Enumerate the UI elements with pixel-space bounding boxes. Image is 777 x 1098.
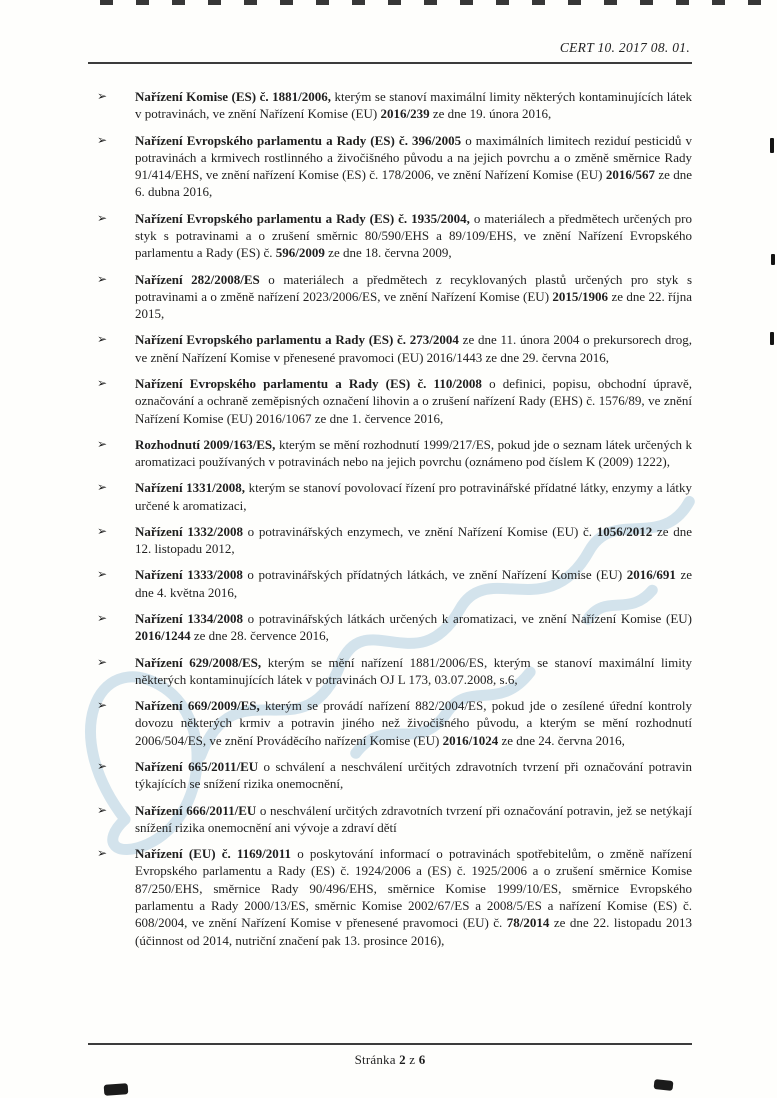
regulation-text: Nařízení Komise (ES) č. 1881/2006, kterým se stanoví maximální limity některých kontaminujících látek v potravinách, ve znění Nařízení Komise (EU) 2016/239 ze dne 19. února 2016, bbox=[135, 89, 692, 122]
bullet-arrow-icon: ➢ bbox=[97, 846, 108, 861]
bullet-arrow-icon: ➢ bbox=[97, 759, 108, 773]
bullet-arrow-icon: ➢ bbox=[97, 375, 108, 390]
page-footer bbox=[88, 1043, 692, 1068]
bullet-arrow-icon: ➢ bbox=[97, 698, 108, 713]
regulation-item bbox=[97, 210, 692, 262]
regulation-text: Nařízení Evropského parlamentu a Rady (ES) č. 1935/2004, o materiálech a předmětech určených pro styk s potravinami a o zrušení směrnic 80/590/EHS a 89/109/EHS, ve znění Nařízení Evropského parlamentu a Rady (ES) č. 596/2009 ze dne 18. června 2009, bbox=[135, 210, 693, 261]
regulation-text: Nařízení 665/2011/EU o schválení a neschválení určitých zdravotních tvrzení při označování potravin týkajících se snížení rizika onemocnění, bbox=[135, 759, 693, 792]
regulation-item bbox=[97, 610, 692, 645]
regulation-text: Nařízení 282/2008/ES o materiálech a předmětech z recyklovaných plastů určených pro styk s potravinami a o změně nařízení 2023/2006/ES, ve znění Nařízení Komise (EU) 2015/1906 ze dne 22. října 2015, bbox=[135, 271, 692, 322]
scan-artifact-bottom-left bbox=[104, 1083, 129, 1096]
regulation-text: Nařízení 1334/2008 o potravinářských látkách určených k aromatizaci, ve znění Nařízení Komise (EU) 2016/1244 ze dne 28. července 2016, bbox=[135, 611, 693, 644]
header-reference: CERT 10. 2017 08. 01. bbox=[559, 40, 690, 55]
regulation-item bbox=[97, 375, 692, 427]
regulation-text: Nařízení 1331/2008, kterým se stanoví povolovací řízení pro potravinářské přídatné látky, enzymy a látky určené k aromatizaci, bbox=[135, 480, 692, 513]
bullet-arrow-icon: ➢ bbox=[97, 480, 108, 495]
bullet-arrow-icon: ➢ bbox=[97, 654, 108, 669]
regulation-text: Nařízení 629/2008/ES, kterým se mění nařízení 1881/2006/ES, kterým se stanoví maximální limity některých kontaminujících látek v potravinách OJ L 173, 03.07.2008, s.6, bbox=[135, 654, 693, 687]
regulation-item bbox=[97, 436, 692, 471]
regulation-text: Nařízení Evropského parlamentu a Rady (ES) č. 110/2008 o definici, popisu, obchodní úpravě, označování a ochraně zeměpisných označení lihovin a o zrušení nařízení Rady (EHS) č. 1576/89, ve znění Nařízení Komise (EU) 2016/1067 ze dne 1. července 2016, bbox=[135, 375, 692, 426]
bullet-arrow-icon: ➢ bbox=[97, 611, 108, 626]
page-number: Stránka 2 z 6 bbox=[354, 1052, 426, 1067]
header-divider bbox=[88, 62, 692, 64]
regulation-item bbox=[97, 523, 692, 558]
scan-artifact-bottom-right bbox=[654, 1079, 674, 1091]
regulation-text: Nařízení (EU) č. 1169/2011 o poskytování informací o potravinách spotřebitelům, o změně nařízení Evropského parlamentu a Rady (ES) č. 1924/2006 a (ES) č. 1925/2006 a o zrušení směrnice Komise 87/250/EHS, směrnice Rady 90/496/EHS, směrnice Komise 1999/10/ES, směrnice Evropského parlamentu a Rady 2000/13/ES, směrnic Komise 2002/67/ES a 2008/5/ES a nařízení Komise (ES) č. 608/2004, ve znění Nařízení Komise v přenesené pravomoci (EU) č. 78/2014 ze dne 22. listopadu 2013 (účinnost od 2014, nutriční značení pak 13. prosince 2016), bbox=[135, 846, 692, 948]
scan-artifact-right-edge bbox=[771, 254, 775, 265]
regulation-item bbox=[97, 331, 692, 366]
regulation-item bbox=[97, 654, 692, 689]
regulation-text: Rozhodnutí 2009/163/ES, kterým se mění rozhodnutí 1999/217/ES, pokud jde o seznam látek určených k aromatizaci používaných v potravinách nebo na jejich povrchu (oznámeno pod číslem K (2009) 1222), bbox=[135, 436, 692, 470]
regulation-text: Nařízení Evropského parlamentu a Rady (ES) č. 273/2004 ze dne 11. února 2004 o prekursorech drog, ve znění Nařízení Komise v přenesené pravomoci (EU) 2016/1443 ze dne 29. června 2016, bbox=[135, 332, 693, 365]
regulation-item bbox=[97, 802, 692, 837]
bullet-arrow-icon: ➢ bbox=[97, 332, 108, 347]
bullet-arrow-icon: ➢ bbox=[97, 210, 108, 225]
bullet-arrow-icon: ➢ bbox=[97, 89, 108, 103]
regulation-item bbox=[97, 88, 692, 123]
bullet-arrow-icon: ➢ bbox=[97, 523, 108, 538]
scan-artifact-right-edge bbox=[770, 332, 774, 345]
page-header bbox=[88, 40, 692, 64]
regulation-text: Nařízení 666/2011/EU o neschválení určitých zdravotních tvrzení při označování potravin, jež se netýkají snížení rizika onemocnění ani vývoje a zdraví dětí bbox=[135, 802, 692, 835]
regulation-item bbox=[97, 697, 692, 749]
regulation-item bbox=[97, 566, 692, 601]
bullet-arrow-icon: ➢ bbox=[97, 567, 108, 582]
regulation-item bbox=[97, 479, 692, 514]
regulation-list bbox=[97, 88, 692, 958]
bullet-arrow-icon: ➢ bbox=[97, 802, 108, 817]
scan-artifact-top-edge bbox=[100, 0, 767, 5]
footer-divider bbox=[88, 1043, 692, 1045]
regulation-item bbox=[97, 132, 692, 201]
bullet-arrow-icon: ➢ bbox=[97, 271, 108, 286]
regulation-text: Nařízení 1333/2008 o potravinářských přídatných látkách, ve znění Nařízení Komise (EU) 2016/691 ze dne 4. května 2016, bbox=[135, 567, 692, 600]
regulation-text: Nařízení Evropského parlamentu a Rady (ES) č. 396/2005 o maximálních limitech reziduí pesticidů v potravinách a krmivech rostlinného a živočišného původu a na jejich povrchu a o změně směrnice Rady 91/414/EHS, ve znění nařízení Komise (ES) č. 178/2006, ve znění Nařízení Komise (EU) 2016/567 ze dne 6. dubna 2016, bbox=[135, 132, 692, 200]
scan-artifact-right-edge bbox=[770, 138, 774, 153]
regulation-item bbox=[97, 845, 692, 949]
regulation-text: Nařízení 1332/2008 o potravinářských enzymech, ve znění Nařízení Komise (EU) č. 1056/2012 ze dne 12. listopadu 2012, bbox=[135, 523, 693, 557]
regulation-item bbox=[97, 758, 692, 793]
regulation-text: Nařízení 669/2009/ES, kterým se provádí nařízení 882/2004/ES, pokud jde o zesílené úřední kontroly dovozu některých krmiv a potravin jiného než živočišného původu, a kterým se mění rozhodnutí 2006/504/ES, ve znění Prováděcího nařízení Komise (EU) 2016/1024 ze dne 24. června 2016, bbox=[135, 698, 692, 748]
regulation-item bbox=[97, 271, 692, 323]
bullet-arrow-icon: ➢ bbox=[97, 436, 108, 451]
bullet-arrow-icon: ➢ bbox=[97, 132, 108, 147]
